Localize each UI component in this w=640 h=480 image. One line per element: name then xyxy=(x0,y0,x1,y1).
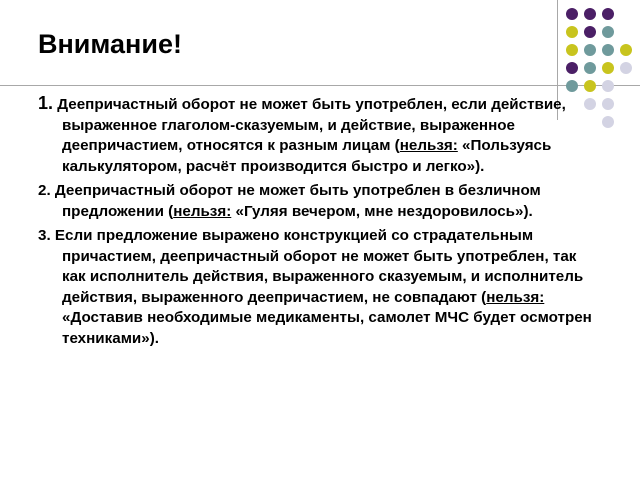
rule-example: «Пользуясь калькулятором, расчёт производится быстро и легко»). xyxy=(62,137,552,175)
rule-item-3 xyxy=(38,226,598,349)
rule-number: 2. xyxy=(38,182,51,199)
decorative-dot xyxy=(602,62,614,74)
rule-number: 1. xyxy=(38,93,54,113)
forbidden-marker: нельзя: xyxy=(486,288,545,306)
rule-item-1 xyxy=(38,93,598,177)
decorative-dot xyxy=(566,44,578,56)
rule-example: «Доставив необходимые медикаменты, самолет МЧС будет осмотрен техниками»). xyxy=(62,309,592,347)
decorative-dot xyxy=(566,62,578,74)
decorative-dot xyxy=(566,80,578,92)
decorative-dot xyxy=(602,80,614,92)
decorative-dot xyxy=(602,8,614,20)
forbidden-marker: нельзя: xyxy=(399,137,458,154)
forbidden-marker: нельзя: xyxy=(173,202,232,220)
decorative-dot xyxy=(602,98,614,110)
decorative-dot xyxy=(584,26,596,38)
decorative-dot xyxy=(602,44,614,56)
decorative-dot xyxy=(620,62,632,74)
rule-text: Деепричастный оборот не может быть употреблен, если действие, выраженное глаголом-сказуемым, и действие, выраженное деепричастием, относятся к разным лицам ( xyxy=(57,96,566,154)
decorative-dot xyxy=(566,8,578,20)
decorative-dot xyxy=(584,44,596,56)
decorative-dot xyxy=(602,116,614,128)
rule-example: «Гуляя вечером, мне нездоровилось»). xyxy=(231,202,533,220)
rule-item-2 xyxy=(38,181,598,222)
decorative-dot xyxy=(566,26,578,38)
decorative-dot xyxy=(584,62,596,74)
rule-text: Если предложение выражено конструкцией со страдательным причастием, деепричастный оборот не может быть употреблен, так как исполнитель действия, выраженного сказуемым, и исполнитель действия, выраженного деепричастием, не совпадают ( xyxy=(54,227,584,306)
slide-title: Внимание! xyxy=(38,29,182,59)
rule-text: Деепричастный оборот не может быть употреблен в безличном предложении ( xyxy=(54,182,541,220)
decorative-dot xyxy=(602,26,614,38)
decorative-dot xyxy=(584,80,596,92)
decorative-dot xyxy=(620,44,632,56)
rules-list xyxy=(38,93,598,353)
rule-number: 3. xyxy=(38,227,51,244)
decorative-dot xyxy=(584,8,596,20)
decorative-horizontal-line xyxy=(0,85,640,86)
